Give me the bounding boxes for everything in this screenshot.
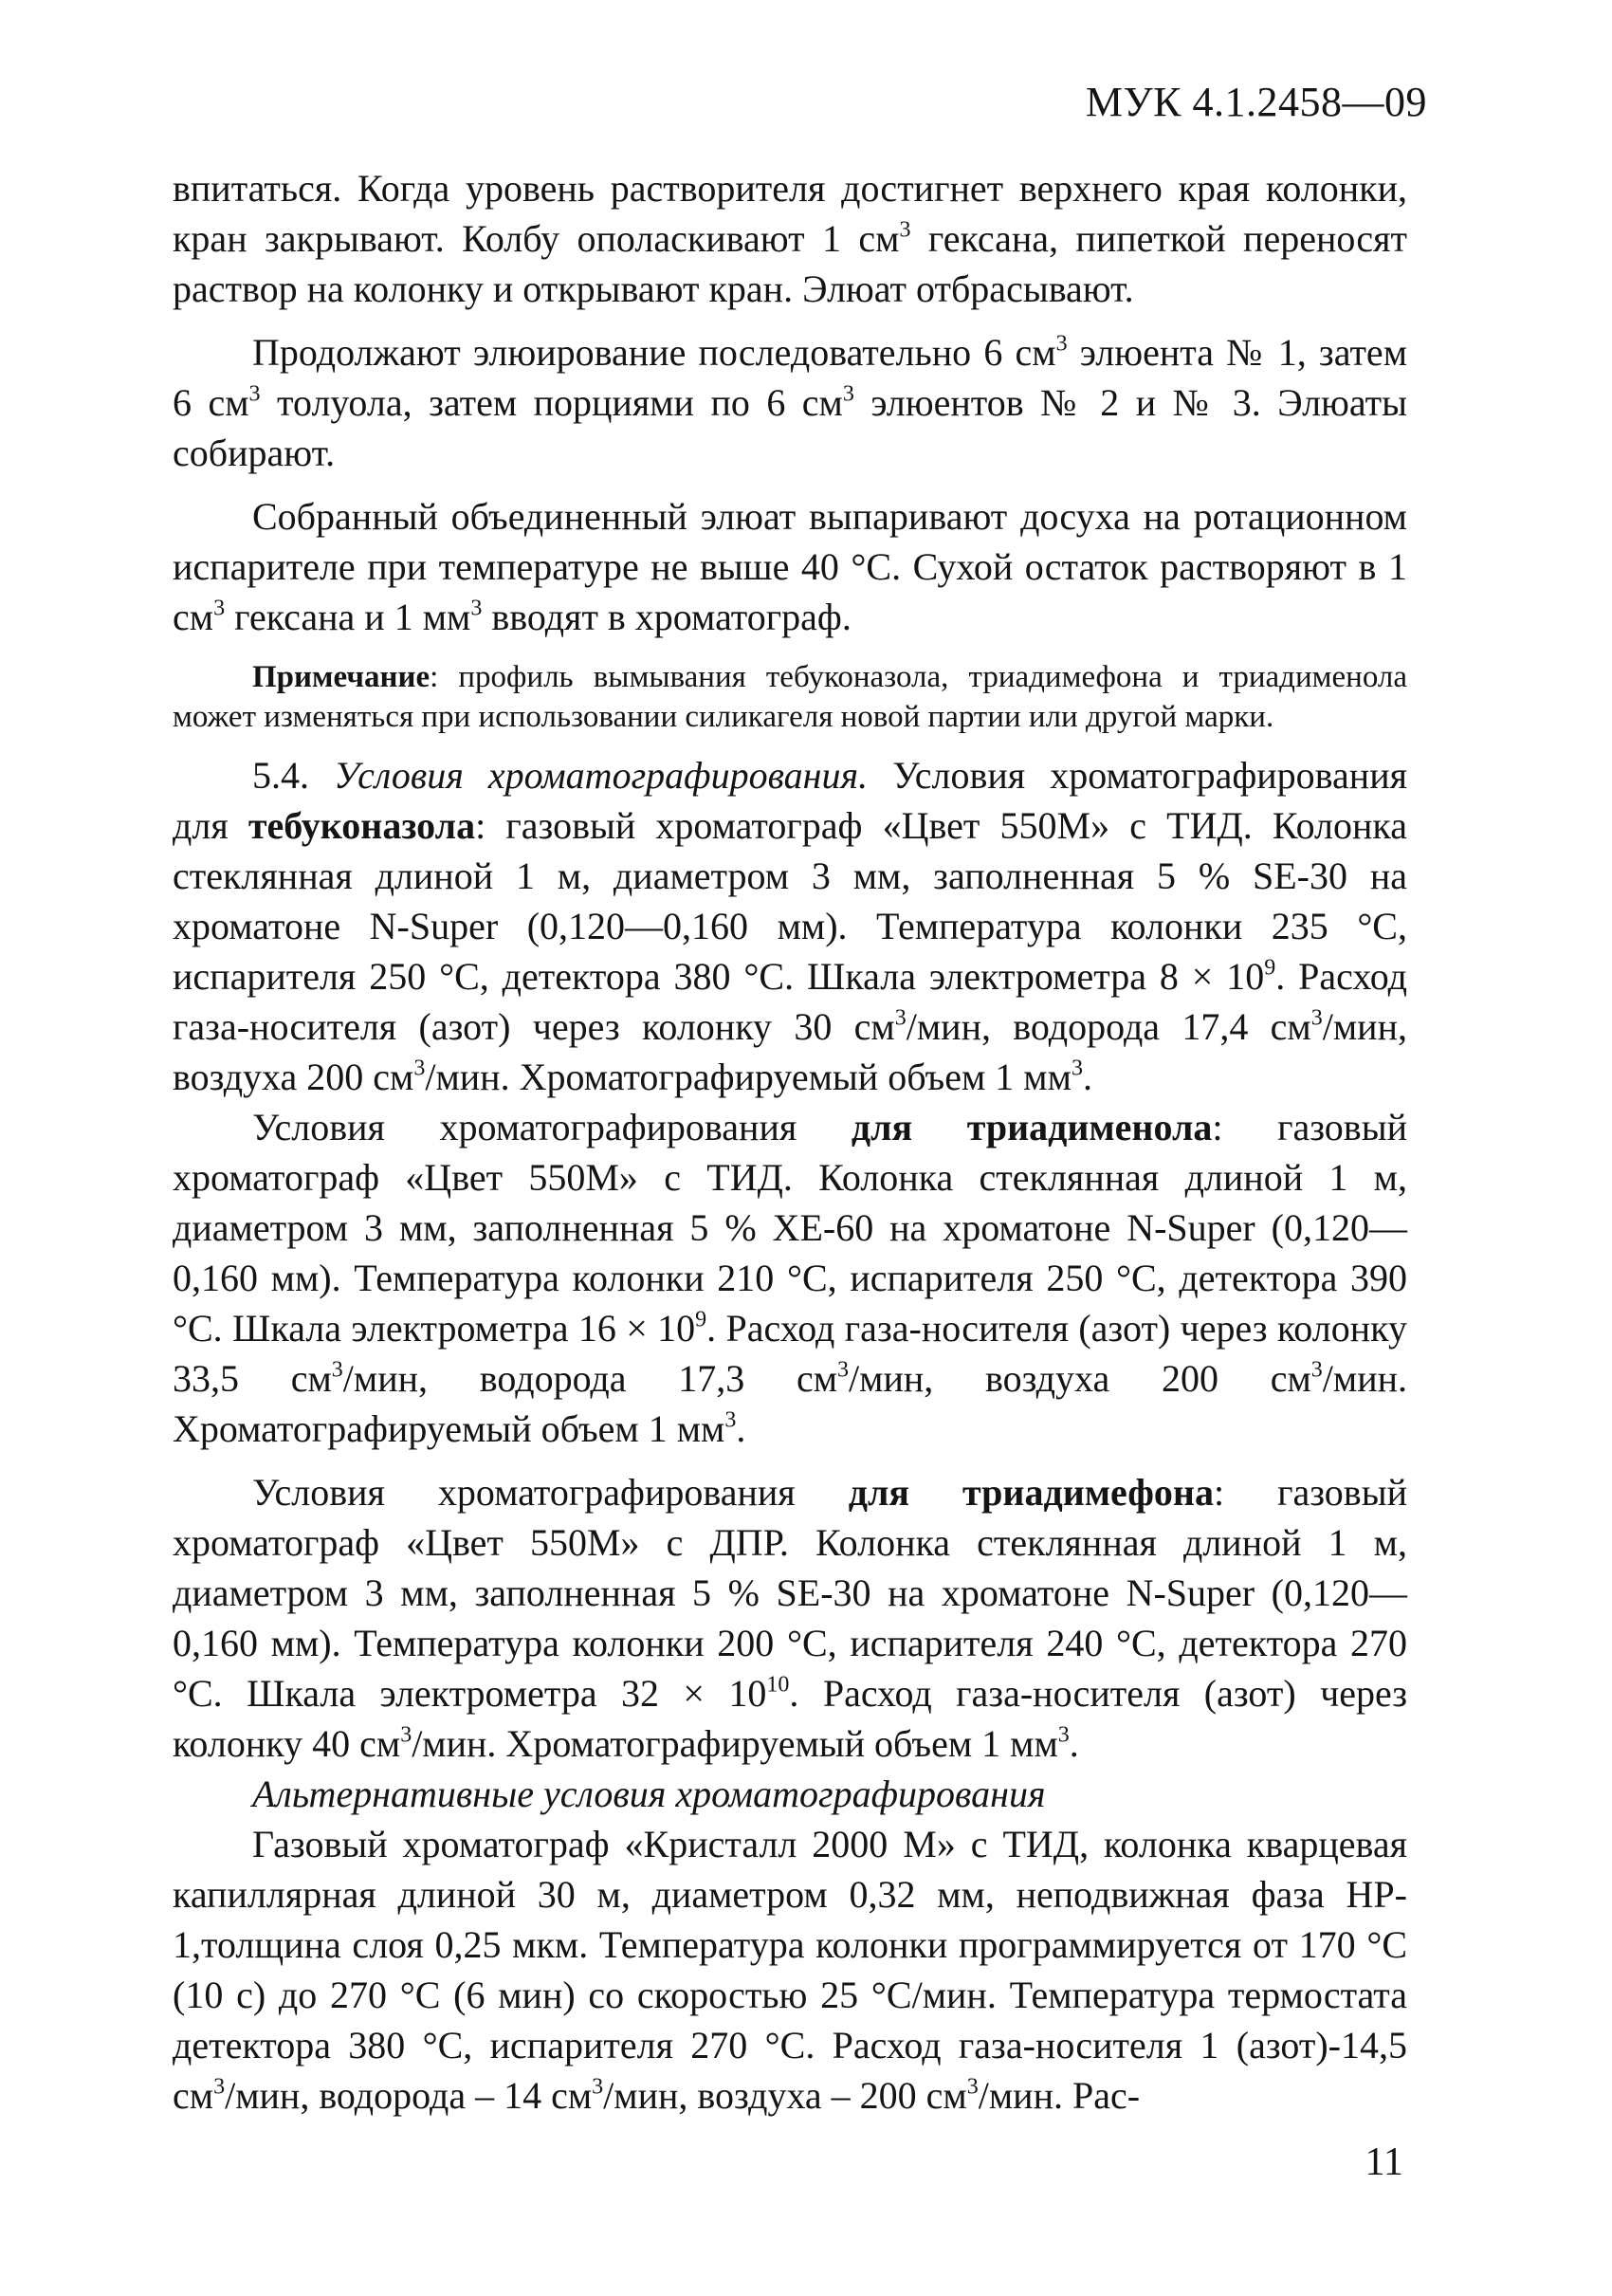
note-paragraph: Примечание: профиль вымывания тебуконазола, триадимефона и триадименола может изменяться при использовании силикагеля новой партии или другой марки. [173,660,1407,734]
note-label: Примечание [252,660,430,694]
paragraph-conditions-tebuconazole: 5.4. Условия хроматографирования. Условия хроматографирования для тебуконазола: газовый хроматограф «Цвет 550М» с ТИД. Колонка стеклянная длиной 1 м, диаметром 3 мм, заполненная 5 % SE-30 на хроматоне N-Super (0,120—0,160 мм). Температура колонки 235 °С, испарителя 250 °С, детектора 380 °С. Шкала электрометра $8 \times 10^9$. Расход газа-носителя (азот) через колонку 30 $см^3$/мин, водорода 17,4 $см^3$/мин, воздуха 200 $см^3$/мин. Хроматографируемый объем 1 $мм^3$. [173,754,1408,1098]
document-body [173,163,1407,2121]
alternative-conditions-heading: Альтернативные условия хроматографирования [252,1773,1046,1815]
paragraph-alternative-conditions: Газовый хроматограф «Кристалл 2000 М» с ТИД, колонка кварцевая капиллярная длиной 30 м, диаметром 0,32 мм, неподвижная фаза HP-1,толщина слоя 0,25 мкм. Температура колонки программируется от 170 °С (10 с) до 270 °С (6 мин) со скоростью 25 °С/мин. Температура термостата детектора 380 °С, испарителя 270 °С. Расход газа-носителя 1 (азот)-14,5 $см^3$/мин, водорода – 14 $см^3$/мин, воздуха – 200 $см^3$/мин. Рас- [173,1823,1407,2117]
paragraph-elution-start: впитаться. Когда уровень растворителя достигнет верхнего края колонки, кран закрывают. Колбу ополаскивают 1 $см^3$ гексана, пипеткой переносят раствор на колонку и открывают кран. Элюат отбрасывают. [173,167,1407,310]
paragraph-conditions-triadimefon: Условия хроматографирования для триадимефона: газовый хроматограф «Цвет 550М» с ДПР. Колонка стеклянная длиной 1 м, диаметром 3 мм, заполненная 5 % SE-30 на хроматоне N-Super (0,120—0,160 мм). Температура колонки 200 °С, испарителя 240 °С, детектора 270 °С. Шкала электрометра $32 \times 10^{10}$. Расход газа-носителя (азот) через колонку 40 $см^3$/мин. Хроматографируемый объем 1 $мм^3$. [173,1471,1408,1765]
section-heading: Условия хроматографирования. [334,754,869,797]
paragraph-evaporation: Собранный объединенный элюат выпаривают досуха на ротационном испарителе при температуре не выше 40 °С. Сухой остаток растворяют в 1 $см^3$ гексана и 1 $мм^3$ вводят в хроматограф. [173,495,1407,638]
page-number: 11 [1365,2140,1403,2184]
paragraph-elution-continue: Продолжают элюирование последовательно 6 $см^3$ элюента № 1, затем 6 $см^3$ толуола, затем порциями по 6 $см^3$ элюентов № 2 и № 3. Элюаты собирают. [173,331,1408,474]
document-code-header: МУК 4.1.2458—09 [1085,79,1427,125]
paragraph-conditions-triadimenol: Условия хроматографирования для триадименола: газовый хроматограф «Цвет 550М» с ТИД. Колонка стеклянная длиной 1 м, диаметром 3 мм, заполненная 5 % XE-60 на хроматоне N-Super (0,120—0,160 мм). Температура колонки 210 °С, испарителя 250 °С, детектора 390 °С. Шкала электрометра $16 \times 10^9$. Расход газа-носителя (азот) через колонку 33,5 $см^3$/мин, водорода 17,3 $см^3$/мин, воздуха 200 $см^3$/мин. Хроматографируемый объем 1 $мм^3$. [173,1106,1408,1450]
